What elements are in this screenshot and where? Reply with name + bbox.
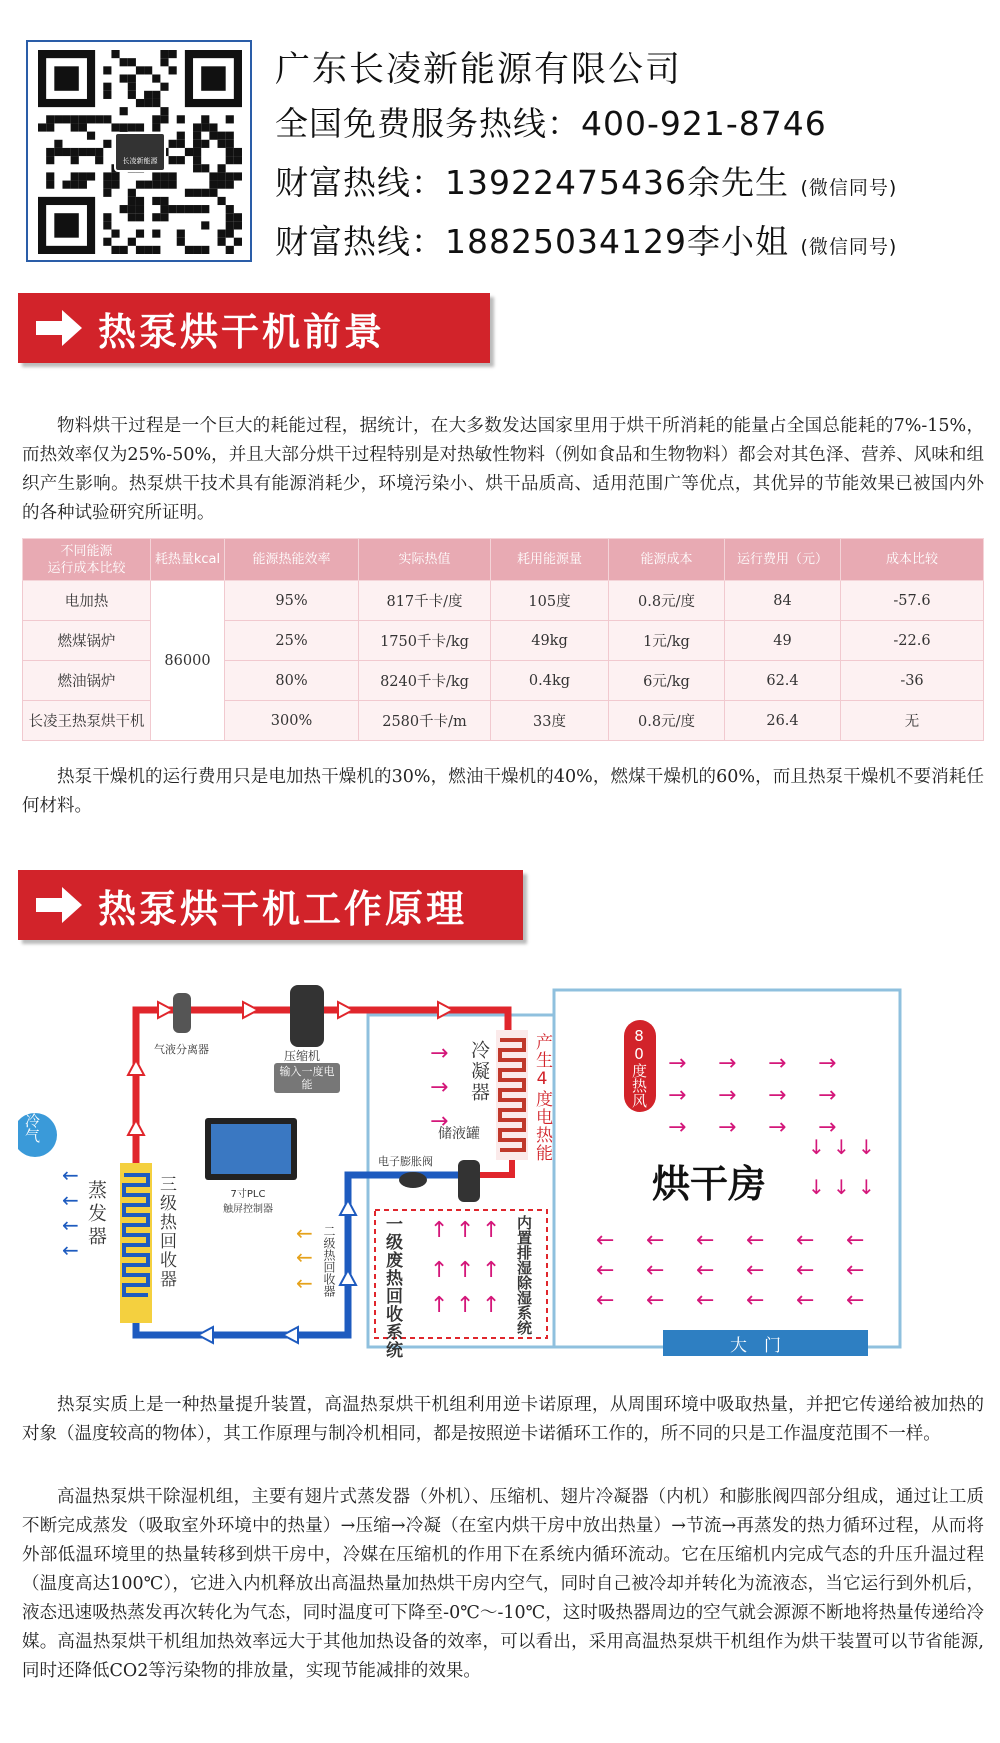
airflow-arrow-icon: ← bbox=[646, 1288, 665, 1313]
airflow-arrow-icon: → bbox=[718, 1051, 737, 1076]
table-cell: -57.6 bbox=[841, 581, 984, 621]
airflow-arrow-icon: → bbox=[768, 1083, 787, 1108]
label-compressor-input: 输入一度电能 bbox=[279, 1065, 335, 1091]
airflow-arrow-icon: ← bbox=[746, 1228, 765, 1253]
label-door: 大 门 bbox=[730, 1336, 781, 1356]
label-compressor: 压缩机 bbox=[284, 1049, 321, 1063]
table-header: 成本比较 bbox=[841, 539, 984, 581]
airflow-arrow-icon: → bbox=[430, 1109, 449, 1134]
airflow-arrow-icon: ← bbox=[646, 1228, 665, 1253]
table-cell: 49 bbox=[725, 621, 841, 661]
table-cell: 0.8元/度 bbox=[609, 581, 725, 621]
table-header: 耗热量kcal bbox=[151, 539, 225, 581]
label-second-recovery: 二级热回收器 bbox=[322, 1225, 336, 1297]
airflow-arrows bbox=[18, 985, 988, 1375]
intro-paragraph: 物料烘干过程是一个巨大的耗能过程，据统计，在大多数发达国家里用于烘干所消耗的能量占全国总能耗的7%-15%，而热效率仅为25%-50%，并且大部分烘干过程特别是对热敏性物料（例如食品和生物物料）都会对其色泽、营养、风味和组织产生影响。热泵烘干技术具有能源消耗少，环境污染小、烘干品质高、适用范围广等优点，其优异的节能效果已被国内外的各种试验研究所证明。 bbox=[22, 416, 984, 523]
airflow-arrow-icon: ← bbox=[846, 1288, 865, 1313]
airflow-arrow-icon: → bbox=[430, 1041, 449, 1066]
section-title-principle: 热泵烘干机工作原理 bbox=[98, 887, 468, 931]
table-header-row bbox=[23, 539, 984, 581]
company-name: 广东长凌新能源有限公司 bbox=[275, 50, 683, 90]
table-cell: 1750千卡/kg bbox=[359, 621, 491, 661]
table-cell: 817千卡/度 bbox=[359, 581, 491, 621]
airflow-arrow-icon: ← bbox=[596, 1228, 615, 1253]
table-cell: 6元/kg bbox=[609, 661, 725, 701]
table-row bbox=[23, 581, 984, 621]
table-cell: 84 bbox=[725, 581, 841, 621]
airflow-arrow-icon: → bbox=[668, 1051, 687, 1076]
qr-code[interactable] bbox=[26, 40, 252, 262]
airflow-arrow-icon: ← bbox=[696, 1258, 715, 1283]
airflow-arrow-icon: → bbox=[818, 1083, 837, 1108]
table-cell: 95% bbox=[225, 581, 359, 621]
table-cell: 25% bbox=[225, 621, 359, 661]
wealth-line-1 bbox=[275, 157, 897, 204]
header bbox=[0, 0, 1000, 270]
label-produce-heat: 产生4度电热能 bbox=[532, 1033, 552, 1162]
table-header: 能源热能效率 bbox=[225, 539, 359, 581]
heat-pump-diagram bbox=[18, 985, 988, 1375]
airflow-arrow-icon: ↑ bbox=[482, 1258, 501, 1283]
airflow-arrow-icon: ← bbox=[846, 1228, 865, 1253]
airflow-arrow-icon: ← bbox=[596, 1258, 615, 1283]
airflow-arrow-icon: ↑ bbox=[482, 1218, 501, 1243]
table-cell: 0.4kg bbox=[491, 661, 609, 701]
section-banner-prospects bbox=[18, 293, 490, 363]
airflow-arrow-icon: ← bbox=[746, 1258, 765, 1283]
label-hot-air: 80度热风 bbox=[630, 1027, 648, 1108]
airflow-arrow-icon: ↓ bbox=[808, 1135, 825, 1159]
airflow-arrow-icon: ↑ bbox=[482, 1293, 501, 1318]
table-cell: 电加热 bbox=[23, 581, 151, 621]
airflow-arrow-icon: → bbox=[430, 1075, 449, 1100]
airflow-arrow-icon: → bbox=[718, 1115, 737, 1140]
airflow-arrow-icon: ↓ bbox=[858, 1135, 875, 1159]
section-banner-principle bbox=[18, 870, 523, 940]
table-cell: 无 bbox=[841, 701, 984, 741]
airflow-arrow-icon: → bbox=[768, 1115, 787, 1140]
airflow-arrow-icon: → bbox=[768, 1051, 787, 1076]
label-first-recovery: 一级废热回收系统 bbox=[382, 1215, 402, 1359]
table-cell: 1元/kg bbox=[609, 621, 725, 661]
airflow-arrow-icon: ← bbox=[796, 1288, 815, 1313]
airflow-arrow-icon: ← bbox=[296, 1271, 313, 1295]
table-cell: 2580千卡/m bbox=[359, 701, 491, 741]
label-plc: 7寸PLC 触屏控制器 bbox=[223, 1189, 273, 1215]
airflow-arrow-icon: ↓ bbox=[833, 1175, 850, 1199]
cost-comparison-table bbox=[22, 538, 984, 741]
airflow-arrow-icon: ↑ bbox=[430, 1293, 449, 1318]
label-condenser: 冷凝器 bbox=[468, 1040, 490, 1103]
principle-paragraph-1: 热泵实质上是一种热量提升装置，高温热泵烘干机组利用逆卡诺原理，从周围环境中吸取热量，并把它传递给被加热的对象（温度较高的物体），其工作原理与制冷机相同，都是按照逆卡诺循环工作的，所不同的只是工作温度范围不一样。 bbox=[22, 1395, 984, 1444]
airflow-arrow-icon: ↑ bbox=[430, 1258, 449, 1283]
label-drying-room: 烘干房 bbox=[652, 1162, 767, 1206]
table-cell: 105度 bbox=[491, 581, 609, 621]
airflow-arrow-icon: ← bbox=[846, 1258, 865, 1283]
airflow-arrow-icon: ← bbox=[696, 1228, 715, 1253]
table-cell-heat: 86000 bbox=[151, 581, 225, 741]
airflow-arrow-icon: ← bbox=[796, 1258, 815, 1283]
airflow-arrow-icon: → bbox=[818, 1115, 837, 1140]
airflow-arrow-icon: ↑ bbox=[430, 1218, 449, 1243]
section-title-prospects: 热泵烘干机前景 bbox=[98, 310, 386, 354]
qr-logo bbox=[114, 132, 166, 172]
table-header: 实际热值 bbox=[359, 539, 491, 581]
qr-logo-text: 长凌新能源 bbox=[122, 157, 158, 165]
label-third-recovery: 三级热回收器 bbox=[156, 1175, 176, 1289]
airflow-arrow-icon: ↑ bbox=[456, 1258, 475, 1283]
table-cell: -22.6 bbox=[841, 621, 984, 661]
airflow-arrow-icon: ↓ bbox=[808, 1175, 825, 1199]
table-cell: 80% bbox=[225, 661, 359, 701]
airflow-arrow-icon: ↑ bbox=[456, 1293, 475, 1318]
airflow-arrow-icon: ← bbox=[646, 1258, 665, 1283]
wealth-line-2-main: 财富热线：18825034129李小姐 bbox=[275, 222, 789, 261]
label-cold-air: 冷气 bbox=[23, 1113, 41, 1143]
table-header: 不同能源 运行成本比较 bbox=[23, 539, 151, 581]
wealth-line-1-note: (微信同号) bbox=[800, 177, 898, 199]
airflow-arrow-icon: ← bbox=[62, 1213, 79, 1237]
airflow-arrow-icon: ↓ bbox=[833, 1135, 850, 1159]
arrow-right-icon bbox=[36, 310, 82, 346]
label-evaporator: 蒸发器 bbox=[85, 1180, 107, 1249]
table-header: 能源成本 bbox=[609, 539, 725, 581]
airflow-arrow-icon: ← bbox=[62, 1188, 79, 1212]
airflow-arrow-icon: ← bbox=[62, 1238, 79, 1262]
wealth-line-2-note: (微信同号) bbox=[800, 236, 898, 258]
table-header: 耗用能源量 bbox=[491, 539, 609, 581]
principle-paragraph-2: 高温热泵烘干除湿机组，主要有翅片式蒸发器（外机）、压缩机、翅片冷凝器（内机）和膨胀阀四部分组成，通过让工质不断完成蒸发（吸取室外环境中的热量）→压缩→冷凝（在室内烘干房中放出热量）→节流→再蒸发的热力循环过程，从而将外部低温环境里的热量转移到烘干房中，冷媒在压缩机的作用下在系统内循环流动。它在压缩机内完成气态的升压升温过程（温度高达100℃），它进入内机释放出高温热量加热烘干房内空气，同时自己被冷却并转化为流液态，当它运行到外机后，液态迅速吸热蒸发再次转化为气态，同时温度可下降至-0℃～-10℃，这时吸热器周边的空气就会源源不断地将热量传递给冷媒。高温热泵烘干机组加热效率远大于其他加热设备的效率，可以看出，采用高温热泵烘干机组作为烘干装置可以节省能源,同时还降低CO2等污染物的排放量，实现节能减排的效果。 bbox=[22, 1487, 984, 1681]
airflow-arrow-icon: → bbox=[668, 1115, 687, 1140]
label-expansion-valve: 电子膨胀阀 bbox=[378, 1155, 433, 1168]
table-cell: 62.4 bbox=[725, 661, 841, 701]
airflow-arrow-icon: ← bbox=[696, 1288, 715, 1313]
airflow-arrow-icon: ↑ bbox=[456, 1218, 475, 1243]
wealth-line-2 bbox=[275, 216, 897, 263]
table-cell: 燃煤锅炉 bbox=[23, 621, 151, 661]
airflow-arrow-icon: → bbox=[668, 1083, 687, 1108]
hotline: 全国免费服务热线：400-921-8746 bbox=[275, 104, 827, 143]
table-header: 运行费用（元） bbox=[725, 539, 841, 581]
table-cell: 8240千卡/kg bbox=[359, 661, 491, 701]
table-cell: 33度 bbox=[491, 701, 609, 741]
arrow-right-icon bbox=[36, 887, 82, 923]
label-separator: 气液分离器 bbox=[154, 1043, 209, 1056]
airflow-arrow-icon: ← bbox=[296, 1221, 313, 1245]
airflow-arrow-icon: ← bbox=[296, 1245, 313, 1269]
table-cell: 燃油锅炉 bbox=[23, 661, 151, 701]
airflow-arrow-icon: ← bbox=[62, 1163, 79, 1187]
label-receiver: 储液罐 bbox=[438, 1126, 480, 1142]
airflow-arrow-icon: ← bbox=[796, 1228, 815, 1253]
table-cell: 26.4 bbox=[725, 701, 841, 741]
airflow-arrow-icon: ↓ bbox=[858, 1175, 875, 1199]
running-cost-paragraph: 热泵干燥机的运行费用只是电加热干燥机的30%，燃油干燥机的40%，燃煤干燥机的60%，而且热泵干燥机不要消耗任何材料。 bbox=[22, 767, 984, 816]
table-cell: 300% bbox=[225, 701, 359, 741]
table-cell: -36 bbox=[841, 661, 984, 701]
label-dehumidify: 内置排湿除湿系统 bbox=[515, 1215, 533, 1335]
airflow-arrow-icon: ← bbox=[596, 1288, 615, 1313]
table-cell: 长凌王热泵烘干机 bbox=[23, 701, 151, 741]
wealth-line-1-main: 财富热线：13922475436余先生 bbox=[275, 163, 789, 202]
airflow-arrow-icon: → bbox=[818, 1051, 837, 1076]
airflow-arrow-icon: → bbox=[718, 1083, 737, 1108]
table-cell: 49kg bbox=[491, 621, 609, 661]
airflow-arrow-icon: ← bbox=[746, 1288, 765, 1313]
table-cell: 0.8元/度 bbox=[609, 701, 725, 741]
